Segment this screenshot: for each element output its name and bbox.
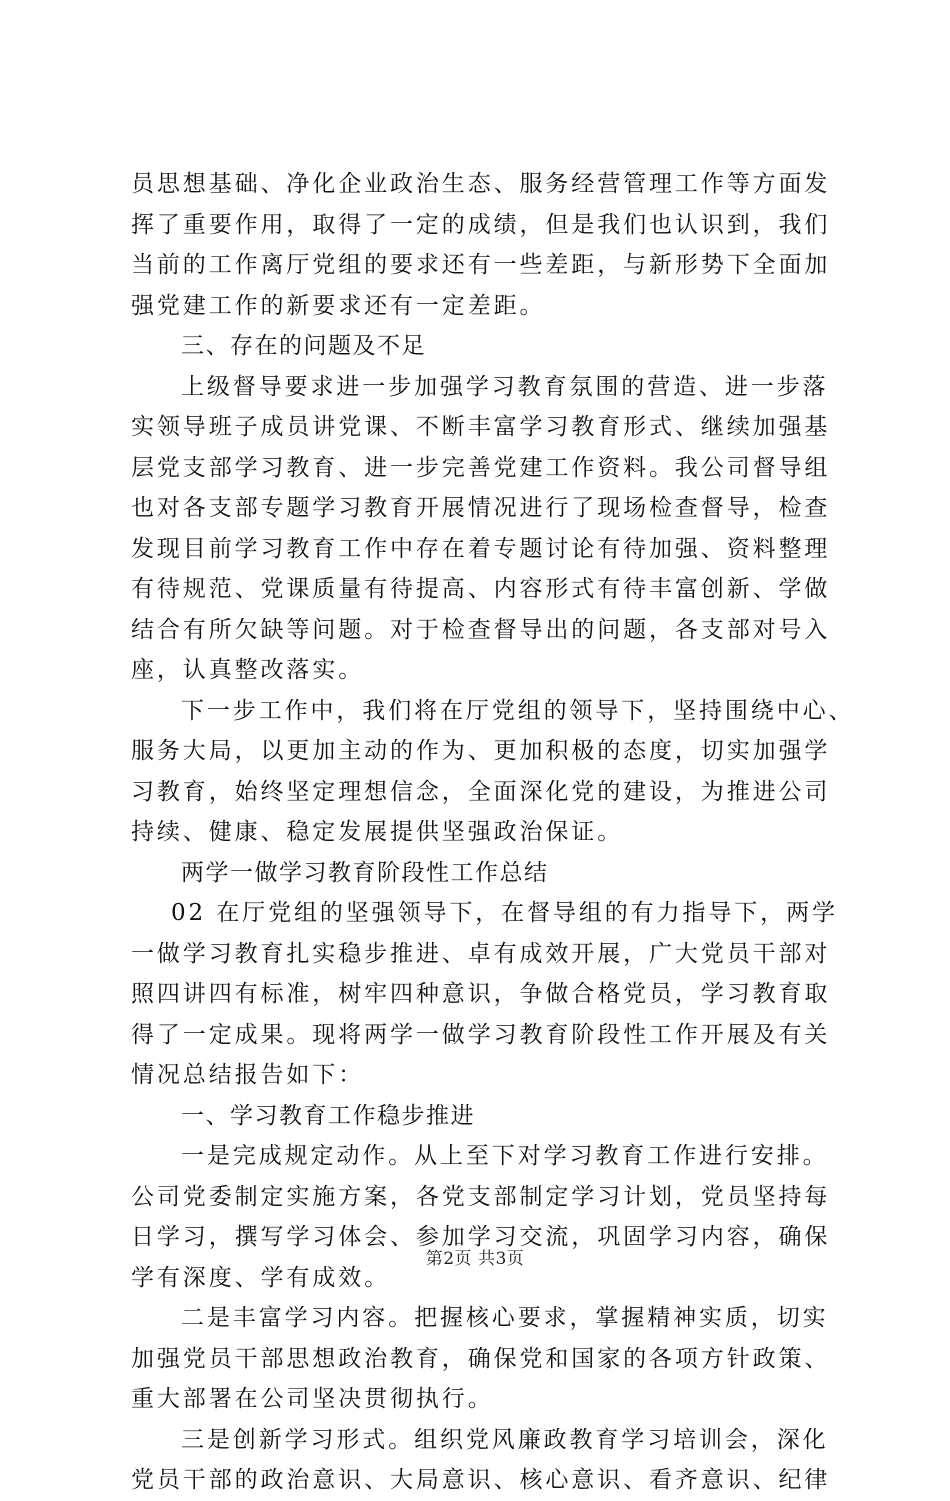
text-line: 习教育，始终坚定理想信念，全面深化党的建设，为推进公司 [131, 778, 831, 805]
text-line: 也对各支部专题学习教育开展情况进行了现场检查督导，检查 [131, 495, 831, 521]
text-line: 日学习，撰写学习体会、参加学习交流，巩固学习内容，确保 [131, 1224, 831, 1250]
text-line: 公司党委制定实施方案，各党支部制定学习计划，党员坚持每 [131, 1183, 831, 1210]
text-line: 情况总结报告如下： [131, 1062, 365, 1088]
text-line: 三是创新学习形式。组织党风廉政教育学习培训会，深化 [181, 1426, 829, 1453]
document-body [131, 164, 855, 1501]
section-heading: 三、存在的问题及不足 [181, 333, 426, 359]
section-title: 两学一做学习教育阶段性工作总结 [181, 859, 549, 886]
text-line: 结合有所欠缺等问题。对于检查督导出的问题，各支部对号入 [131, 616, 831, 643]
text-line: 有待规范、党课质量有待提高、内容形式有待丰富创新、学做 [131, 576, 831, 602]
text-line: 加强党员干部思想政治教育，确保党和国家的各项方针政策、 [131, 1345, 831, 1372]
text-line: 学有深度、学有成效。 [131, 1264, 390, 1291]
text-line: 照四讲四有标准，树牢四种意识，争做合格党员，学习教育取 [131, 981, 831, 1007]
text-line: 下一步工作中，我们将在厅党组的领导下，坚持围绕中心、 [181, 697, 855, 724]
text-line: 发现目前学习教育工作中存在着专题讨论有待加强、资料整理 [131, 535, 831, 562]
text-line: 服务大局，以更加主动的作为、更加积极的态度，切实加强学 [131, 738, 831, 764]
text-line: 02 在厅党组的坚强领导下，在督导组的有力指导下，两学 [171, 900, 838, 926]
text-line: 重大部署在公司坚决贯彻执行。 [131, 1386, 494, 1412]
text-line: 层党支部学习教育、进一步完善党建工作资料。我公司督导组 [131, 454, 831, 481]
section-heading: 一、学习教育工作稳步推进 [181, 1102, 475, 1129]
text-line: 当前的工作离厅党组的要求还有一些差距，与新形势下全面加 [131, 252, 831, 278]
text-line: 一做学习教育扎实稳步推进、卓有成效开展，广大党员干部对 [131, 940, 831, 967]
text-line: 二是丰富学习内容。把握核心要求，掌握精神实质，切实 [181, 1305, 829, 1331]
text-line: 一是完成规定动作。从上至下对学习教育工作进行安排。 [181, 1143, 829, 1169]
text-line: 得了一定成果。现将两学一做学习教育阶段性工作开展及有关 [131, 1021, 831, 1048]
text-line: 上级督导要求进一步加强学习教育氛围的营造、进一步落 [181, 373, 829, 400]
text-line: 强党建工作的新要求还有一定差距。 [131, 292, 546, 319]
text-line: 实领导班子成员讲党课、不断丰富学习教育形式、继续加强基 [131, 414, 831, 440]
text-line: 挥了重要作用，取得了一定的成绩，但是我们也认识到，我们 [131, 211, 831, 238]
text-line: 持续、健康、稳定发展提供坚强政治保证。 [131, 819, 624, 845]
text-line: 座，认真整改落实。 [131, 657, 365, 683]
page-number-footer: 第2页 共3页 [425, 1249, 525, 1269]
text-line: 员思想基础、净化企业政治生态、服务经营管理工作等方面发 [131, 171, 831, 197]
text-line: 党员干部的政治意识、大局意识、核心意识、看齐意识、纪律 [131, 1467, 831, 1493]
